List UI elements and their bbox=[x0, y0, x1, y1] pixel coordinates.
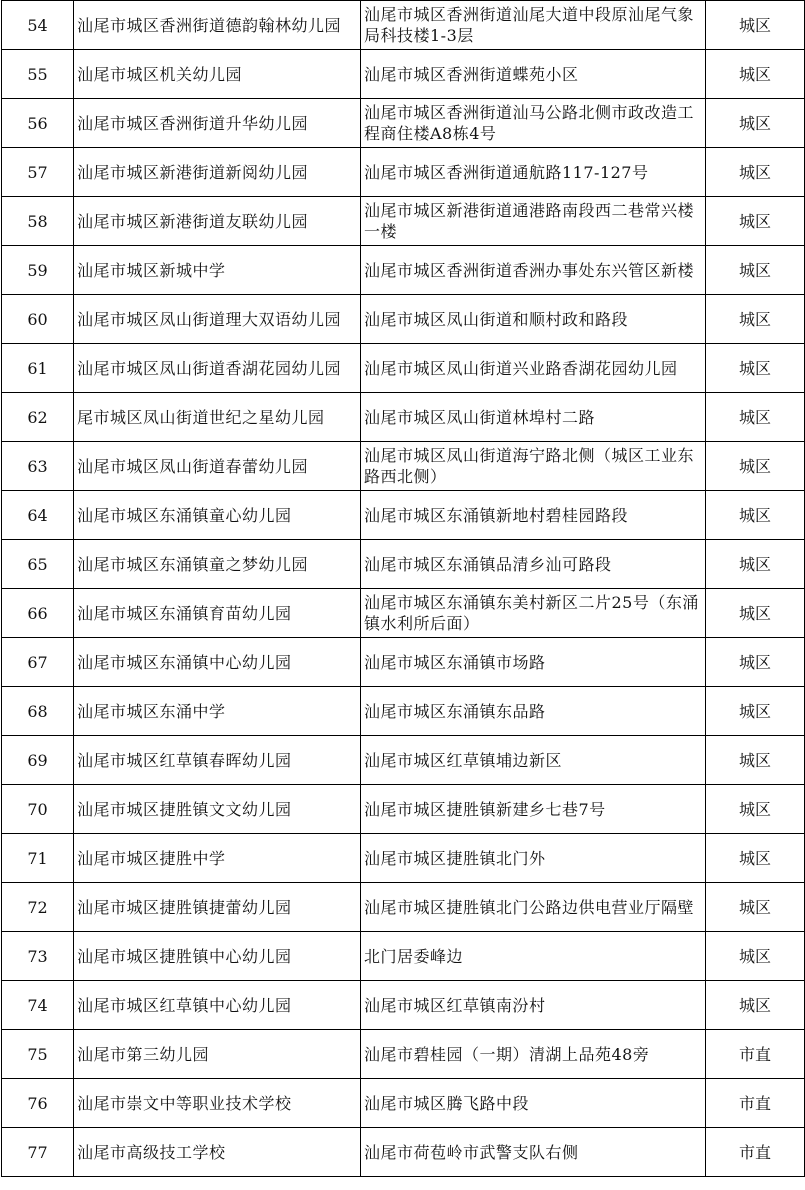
table-row bbox=[2, 834, 805, 883]
district: 城区 bbox=[706, 785, 805, 834]
school-name: 汕尾市第三幼儿园 bbox=[74, 1030, 361, 1079]
row-number: 64 bbox=[2, 491, 74, 540]
table-row bbox=[2, 1128, 805, 1177]
school-address: 汕尾市城区东涌镇东美村新区二片25号（东涌镇水利所后面） bbox=[361, 589, 706, 638]
school-name: 汕尾市城区香洲街道升华幼儿园 bbox=[74, 99, 361, 148]
table-row bbox=[2, 246, 805, 295]
school-address: 汕尾市城区香洲街道通航路117-127号 bbox=[361, 148, 706, 197]
row-number: 54 bbox=[2, 1, 74, 50]
row-number: 66 bbox=[2, 589, 74, 638]
district: 市直 bbox=[706, 1128, 805, 1177]
row-number: 63 bbox=[2, 442, 74, 491]
school-address: 汕尾市城区香洲街道蝶苑小区 bbox=[361, 50, 706, 99]
row-number: 60 bbox=[2, 295, 74, 344]
school-name: 汕尾市城区凤山街道香湖花园幼儿园 bbox=[74, 344, 361, 393]
school-name: 汕尾市城区东涌镇童之梦幼儿园 bbox=[74, 540, 361, 589]
row-number: 58 bbox=[2, 197, 74, 246]
table-row bbox=[2, 1, 805, 50]
school-name: 汕尾市城区捷胜镇捷蕾幼儿园 bbox=[74, 883, 361, 932]
table-row bbox=[2, 883, 805, 932]
table-row bbox=[2, 442, 805, 491]
school-address: 汕尾市城区凤山街道海宁路北侧（城区工业东路西北侧） bbox=[361, 442, 706, 491]
school-address: 汕尾市城区凤山街道林埠村二路 bbox=[361, 393, 706, 442]
school-address: 汕尾市城区腾飞路中段 bbox=[361, 1079, 706, 1128]
school-address: 汕尾市城区凤山街道兴业路香湖花园幼儿园 bbox=[361, 344, 706, 393]
table-row bbox=[2, 99, 805, 148]
table-row bbox=[2, 687, 805, 736]
school-name: 汕尾市城区新港街道新阅幼儿园 bbox=[74, 148, 361, 197]
school-address: 汕尾市城区捷胜镇北门外 bbox=[361, 834, 706, 883]
row-number: 61 bbox=[2, 344, 74, 393]
district: 城区 bbox=[706, 344, 805, 393]
row-number: 68 bbox=[2, 687, 74, 736]
school-name: 汕尾市高级技工学校 bbox=[74, 1128, 361, 1177]
district: 城区 bbox=[706, 687, 805, 736]
school-name: 汕尾市城区东涌中学 bbox=[74, 687, 361, 736]
district: 城区 bbox=[706, 540, 805, 589]
school-address: 汕尾市城区红草镇南汾村 bbox=[361, 981, 706, 1030]
district: 城区 bbox=[706, 883, 805, 932]
school-name: 汕尾市城区新港街道友联幼儿园 bbox=[74, 197, 361, 246]
district: 城区 bbox=[706, 393, 805, 442]
school-address: 汕尾市城区捷胜镇新建乡七巷7号 bbox=[361, 785, 706, 834]
school-address: 汕尾市城区东涌镇新地村碧桂园路段 bbox=[361, 491, 706, 540]
school-name: 汕尾市城区红草镇中心幼儿园 bbox=[74, 981, 361, 1030]
district: 城区 bbox=[706, 491, 805, 540]
district: 城区 bbox=[706, 50, 805, 99]
district: 城区 bbox=[706, 148, 805, 197]
table-row bbox=[2, 932, 805, 981]
row-number: 67 bbox=[2, 638, 74, 687]
school-list-table bbox=[1, 0, 805, 1177]
school-name: 汕尾市城区新城中学 bbox=[74, 246, 361, 295]
row-number: 72 bbox=[2, 883, 74, 932]
row-number: 59 bbox=[2, 246, 74, 295]
school-name: 尾市城区凤山街道世纪之星幼儿园 bbox=[74, 393, 361, 442]
table-row bbox=[2, 393, 805, 442]
district: 城区 bbox=[706, 1, 805, 50]
school-name: 汕尾市城区捷胜镇中心幼儿园 bbox=[74, 932, 361, 981]
school-name: 汕尾市城区东涌镇中心幼儿园 bbox=[74, 638, 361, 687]
school-name: 汕尾市城区东涌镇育苗幼儿园 bbox=[74, 589, 361, 638]
school-name: 汕尾市城区凤山街道春蕾幼儿园 bbox=[74, 442, 361, 491]
district: 城区 bbox=[706, 295, 805, 344]
table-row bbox=[2, 50, 805, 99]
school-address: 汕尾市城区香洲街道香洲办事处东兴管区新楼 bbox=[361, 246, 706, 295]
table-row bbox=[2, 785, 805, 834]
row-number: 77 bbox=[2, 1128, 74, 1177]
district: 城区 bbox=[706, 638, 805, 687]
row-number: 75 bbox=[2, 1030, 74, 1079]
table-row bbox=[2, 736, 805, 785]
school-name: 汕尾市城区捷胜中学 bbox=[74, 834, 361, 883]
school-name: 汕尾市城区捷胜镇文文幼儿园 bbox=[74, 785, 361, 834]
table-row bbox=[2, 540, 805, 589]
table-row bbox=[2, 638, 805, 687]
school-name: 汕尾市城区香洲街道德韵翰林幼儿园 bbox=[74, 1, 361, 50]
table-row bbox=[2, 197, 805, 246]
row-number: 69 bbox=[2, 736, 74, 785]
district: 城区 bbox=[706, 99, 805, 148]
district: 城区 bbox=[706, 834, 805, 883]
row-number: 71 bbox=[2, 834, 74, 883]
table-row bbox=[2, 1079, 805, 1128]
school-address: 汕尾市城区香洲街道汕马公路北侧市政改造工程商住楼A8栋4号 bbox=[361, 99, 706, 148]
school-address: 汕尾市城区香洲街道汕尾大道中段原汕尾气象局科技楼1-3层 bbox=[361, 1, 706, 50]
school-address: 汕尾市城区捷胜镇北门公路边供电营业厅隔壁 bbox=[361, 883, 706, 932]
school-name: 汕尾市城区红草镇春晖幼儿园 bbox=[74, 736, 361, 785]
row-number: 62 bbox=[2, 393, 74, 442]
district: 城区 bbox=[706, 981, 805, 1030]
table-row bbox=[2, 344, 805, 393]
table-row bbox=[2, 981, 805, 1030]
district: 城区 bbox=[706, 932, 805, 981]
district: 城区 bbox=[706, 736, 805, 785]
district: 城区 bbox=[706, 197, 805, 246]
school-name: 汕尾市城区凤山街道理大双语幼儿园 bbox=[74, 295, 361, 344]
row-number: 55 bbox=[2, 50, 74, 99]
row-number: 76 bbox=[2, 1079, 74, 1128]
table-row bbox=[2, 295, 805, 344]
row-number: 73 bbox=[2, 932, 74, 981]
table-row bbox=[2, 491, 805, 540]
table-row bbox=[2, 589, 805, 638]
school-address: 汕尾市荷苞岭市武警支队右侧 bbox=[361, 1128, 706, 1177]
school-address: 汕尾市城区东涌镇东品路 bbox=[361, 687, 706, 736]
row-number: 56 bbox=[2, 99, 74, 148]
district: 城区 bbox=[706, 246, 805, 295]
school-address: 汕尾市城区凤山街道和顺村政和路段 bbox=[361, 295, 706, 344]
district: 市直 bbox=[706, 1030, 805, 1079]
school-address: 汕尾市城区东涌镇品清乡汕可路段 bbox=[361, 540, 706, 589]
school-address: 北门居委峰边 bbox=[361, 932, 706, 981]
row-number: 57 bbox=[2, 148, 74, 197]
school-name: 汕尾市城区东涌镇童心幼儿园 bbox=[74, 491, 361, 540]
table-body bbox=[2, 1, 805, 1177]
row-number: 74 bbox=[2, 981, 74, 1030]
district: 市直 bbox=[706, 1079, 805, 1128]
table-row bbox=[2, 148, 805, 197]
school-address: 汕尾市城区红草镇埔边新区 bbox=[361, 736, 706, 785]
district: 城区 bbox=[706, 589, 805, 638]
table-row bbox=[2, 1030, 805, 1079]
school-name: 汕尾市城区机关幼儿园 bbox=[74, 50, 361, 99]
row-number: 70 bbox=[2, 785, 74, 834]
school-address: 汕尾市城区东涌镇市场路 bbox=[361, 638, 706, 687]
school-address: 汕尾市碧桂园（一期）清湖上品苑48旁 bbox=[361, 1030, 706, 1079]
row-number: 65 bbox=[2, 540, 74, 589]
district: 城区 bbox=[706, 442, 805, 491]
school-name: 汕尾市崇文中等职业技术学校 bbox=[74, 1079, 361, 1128]
school-address: 汕尾市城区新港街道通港路南段西二巷常兴楼一楼 bbox=[361, 197, 706, 246]
